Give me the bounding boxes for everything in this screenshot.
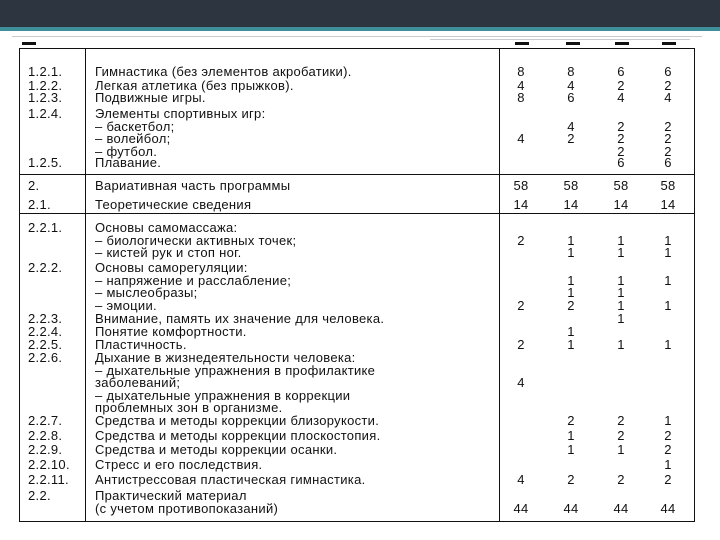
row-code: 2.2.11. (28, 472, 69, 487)
row-text: Антистрессовая пластическая гимнастика. (95, 472, 366, 487)
row-text: Легкая атлетика (без прыжков). (95, 78, 294, 93)
row-value: 6 (567, 90, 575, 105)
row-value: 1 (567, 428, 575, 443)
row-text: Средства и методы коррекции осанки. (95, 442, 338, 457)
row-value: 14 (613, 197, 629, 212)
cropped-header-mark (615, 42, 629, 45)
row-value: 2 (617, 131, 625, 146)
row-code: 2.2.1. (28, 220, 63, 235)
row-value: 4 (517, 375, 525, 390)
table-column-divider (694, 48, 695, 522)
row-value: 8 (517, 64, 525, 79)
row-text: Основы саморегуляции: (95, 260, 248, 275)
row-value: 14 (660, 197, 676, 212)
row-text: – баскетбол; (95, 118, 175, 134)
row-text: – кистей рук и стоп ног. (95, 245, 242, 260)
row-value: 2 (664, 442, 672, 457)
decorative-rule (430, 39, 690, 40)
slide-accent-stripe (0, 27, 720, 31)
row-code: 2.2. (28, 488, 51, 503)
row-value: 1 (664, 272, 672, 288)
row-code: 1.2.4. (28, 106, 63, 121)
row-value: 1 (664, 337, 672, 352)
row-text: Плавание. (95, 155, 162, 170)
row-value: 2 (664, 428, 672, 443)
row-value: 1 (617, 297, 625, 313)
row-value: 1 (664, 413, 672, 428)
row-value: 2 (617, 118, 625, 134)
cropped-header-mark (662, 42, 676, 45)
row-value: 4 (517, 472, 525, 487)
row-value: 14 (513, 197, 529, 212)
row-value: 1 (617, 442, 625, 457)
row-text: Средства и методы коррекции близорукости. (95, 413, 380, 428)
row-code: 1.2.3. (28, 90, 63, 105)
row-code: 2.2.3. (28, 311, 63, 326)
row-value: 1 (664, 232, 672, 248)
row-value: 1 (664, 245, 672, 260)
row-code: 1.2.2. (28, 78, 63, 93)
row-value: 44 (613, 500, 629, 516)
row-text: – эмоции. (95, 297, 157, 313)
row-code: 1.2.5. (28, 155, 63, 170)
row-text: Основы самомассажа: (95, 220, 238, 235)
row-value: 2 (664, 131, 672, 146)
slide-header-bar (0, 0, 720, 27)
row-value: 1 (567, 232, 575, 248)
row-value: 1 (617, 245, 625, 260)
row-text: – мыслеобразы; (95, 285, 198, 300)
row-value: 2 (567, 131, 575, 146)
row-value: 14 (563, 197, 579, 212)
row-value: 8 (567, 64, 575, 79)
row-value: 2 (567, 472, 575, 487)
row-text: проблемных зон в организме. (95, 400, 283, 415)
table-column-divider (19, 48, 20, 522)
table-row-divider (20, 48, 694, 49)
row-text: Внимание, память их значение для человека. (95, 311, 385, 326)
row-text: Стресс и его последствия. (95, 457, 263, 472)
row-code: 2. (28, 178, 40, 193)
row-value: 1 (567, 442, 575, 457)
row-value: 1 (664, 297, 672, 313)
row-value: 1 (617, 337, 625, 352)
row-value: 1 (567, 285, 575, 300)
row-value: 44 (563, 500, 579, 516)
row-text: – биологически активных точек; (95, 232, 297, 248)
row-text: Пластичность. (95, 337, 187, 352)
row-value: 1 (567, 272, 575, 288)
table-column-divider (85, 48, 86, 522)
row-code: 2.2.7. (28, 413, 63, 428)
row-value: 1 (567, 337, 575, 352)
row-value: 4 (664, 90, 672, 105)
row-value: 58 (513, 178, 529, 193)
table-row-divider (20, 521, 694, 522)
row-value: 44 (660, 500, 676, 516)
row-code: 2.2.8. (28, 428, 63, 443)
row-text: – дыхательные упражнения в профилактике (95, 362, 376, 378)
row-value: 2 (664, 118, 672, 134)
row-value: 6 (664, 155, 672, 170)
cropped-header-mark (566, 42, 580, 45)
row-value: 2 (517, 337, 525, 352)
row-code: 2.1. (28, 197, 51, 212)
row-text: Гимнастика (без элементов акробатики). (95, 64, 352, 79)
row-value: 1 (567, 324, 575, 339)
row-value: 1 (617, 272, 625, 288)
row-text: Подвижные игры. (95, 90, 206, 105)
row-text: (с учетом противопоказаний) (95, 500, 279, 516)
row-value: 2 (617, 472, 625, 487)
row-value: 58 (613, 178, 629, 193)
row-value: 6 (617, 64, 625, 79)
row-value: 2 (617, 143, 625, 159)
row-value: 1 (664, 457, 672, 472)
row-value: 2 (617, 413, 625, 428)
row-value: 1 (617, 311, 625, 326)
row-value: 58 (660, 178, 676, 193)
table-row-divider (20, 213, 694, 214)
row-code: 1.2.1. (28, 64, 63, 79)
row-text: – дыхательные упражнения в коррекции (95, 387, 351, 403)
row-text: Вариативная часть программы (95, 178, 291, 193)
row-code: 2.2.5. (28, 337, 63, 352)
row-value: 2 (664, 143, 672, 159)
decorative-rule (12, 36, 702, 37)
row-code: 2.2.10. (28, 457, 70, 472)
row-text: Средства и методы коррекции плоскостопия. (95, 428, 381, 443)
row-value: 1 (567, 245, 575, 260)
row-value: 8 (517, 90, 525, 105)
row-code: 2.2.4. (28, 324, 63, 339)
row-value: 2 (664, 472, 672, 487)
row-value: 4 (517, 131, 525, 146)
row-text: Теоретические сведения (95, 197, 252, 212)
row-value: 1 (617, 232, 625, 248)
row-value: 6 (617, 155, 625, 170)
row-code: 2.2.2. (28, 260, 63, 275)
row-value: 2 (517, 232, 525, 248)
row-code: 2.2.9. (28, 442, 63, 457)
row-value: 2 (664, 78, 672, 93)
row-text: Дыхание в жизнедеятельности человека: (95, 350, 356, 365)
table-column-divider (499, 48, 500, 522)
row-text: – напряжение и расслабление; (95, 272, 292, 288)
row-value: 6 (664, 64, 672, 79)
row-value: 2 (517, 297, 525, 313)
row-value: 58 (563, 178, 579, 193)
cropped-header-mark (22, 42, 36, 45)
row-value: 4 (517, 78, 525, 93)
row-text: – футбол. (95, 143, 158, 159)
row-text: Понятие комфортности. (95, 324, 247, 339)
row-value: 4 (567, 78, 575, 93)
table-row-divider (20, 174, 694, 175)
cropped-header-mark (515, 42, 529, 45)
row-text: Элементы спортивных игр: (95, 106, 266, 121)
row-value: 2 (567, 413, 575, 428)
row-value: 4 (617, 90, 625, 105)
row-value: 4 (567, 118, 575, 134)
row-value: 1 (617, 285, 625, 300)
row-text: Практический материал (95, 488, 247, 503)
row-code: 2.2.6. (28, 350, 63, 365)
row-value: 44 (513, 500, 529, 516)
row-value: 2 (567, 297, 575, 313)
row-value: 2 (617, 78, 625, 93)
row-value: 2 (617, 428, 625, 443)
row-text: заболеваний; (95, 375, 181, 390)
row-text: – волейбол; (95, 131, 171, 146)
